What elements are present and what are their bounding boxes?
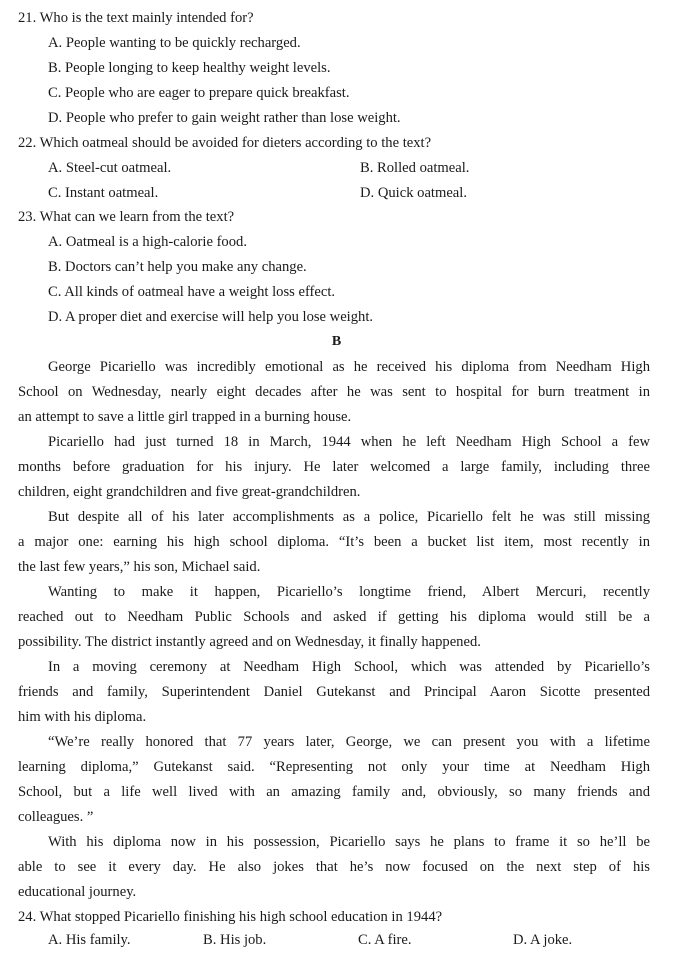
question-24-option-a: A. His family. [48, 932, 131, 948]
section-label: B [331, 334, 342, 349]
passage-line: In a moving ceremony at Needham High School, which was attended by Picariello’s [48, 659, 650, 675]
question-23-stem: 23. What can we learn from the text? [18, 209, 235, 225]
question-23-option-c: C. All kinds of oatmeal have a weight loss effect. [48, 284, 336, 300]
passage-line: “We’re really honored that 77 years later, George, we can present you with a lifetime [48, 734, 650, 750]
passage-line: Picariello had just turned 18 in March, 1944 when he left Needham High School a few [48, 434, 650, 450]
passage-line: With his diploma now in his possession, Picariello says he plans to frame it so he’ll be [48, 834, 650, 850]
question-24-option-d: D. A joke. [513, 932, 573, 948]
passage-line: Wanting to make it happen, Picariello’s longtime friend, Albert Mercuri, recently [48, 584, 650, 600]
passage-line: colleagues. ” [18, 809, 94, 825]
passage-line: able to see it every day. He also jokes that he’s now focused on the next step of his [18, 859, 650, 875]
passage-line: But despite all of his later accomplishments as a police, Picariello felt he was still missing [48, 509, 650, 525]
passage-line: him with his diploma. [18, 709, 147, 725]
passage-line: months before graduation for his injury. He later welcomed a large family, including three [18, 459, 650, 475]
question-22-option-b: B. Rolled oatmeal. [360, 160, 470, 176]
passage-line: children, eight grandchildren and five great-grandchildren. [18, 484, 361, 500]
question-21-option-c: C. People who are eager to prepare quick breakfast. [48, 85, 350, 101]
question-23-option-b: B. Doctors can’t help you make any change. [48, 259, 307, 275]
question-21-option-d: D. People who prefer to gain weight rather than lose weight. [48, 110, 401, 126]
question-21-option-b: B. People longing to keep healthy weight levels. [48, 60, 331, 76]
passage-line: reached out to Needham Public Schools and asked if getting his diploma would still be a [18, 609, 650, 625]
passage-line: School on Wednesday, nearly eight decades after he was sent to hospital for burn treatment in [18, 384, 650, 400]
passage-line: a major one: earning his high school diploma. “It’s been a bucket list item, most recently in [18, 534, 650, 550]
question-21-option-a: A. People wanting to be quickly recharged. [48, 35, 301, 51]
question-24-option-c: C. A fire. [358, 932, 412, 948]
passage-line: friends and family, Superintendent Daniel Gutekanst and Principal Aaron Sicotte presented [18, 684, 650, 700]
question-22-option-d: D. Quick oatmeal. [360, 185, 467, 201]
passage-line: possibility. The district instantly agreed and on Wednesday, it finally happened. [18, 634, 481, 650]
question-22-stem: 22. Which oatmeal should be avoided for dieters according to the text? [18, 135, 432, 151]
passage-line: George Picariello was incredibly emotional as he received his diploma from Needham High [48, 359, 650, 375]
question-24-option-b: B. His job. [203, 932, 267, 948]
passage-line: School, but a life well lived with an amazing family and, obviously, so many friends and [18, 784, 650, 800]
passage-line: educational journey. [18, 884, 137, 900]
question-21-stem: 21. Who is the text mainly intended for? [18, 10, 254, 26]
question-23-option-a: A. Oatmeal is a high-calorie food. [48, 234, 247, 250]
passage-line: the last few years,” his son, Michael said. [18, 559, 261, 575]
passage-line: an attempt to save a little girl trapped in a burning house. [18, 409, 352, 425]
passage-line: learning diploma,” Gutekanst said. “Representing not only your time at Needham High [18, 759, 650, 775]
question-23-option-d: D. A proper diet and exercise will help you lose weight. [48, 309, 374, 325]
question-24-stem: 24. What stopped Picariello finishing his high school education in 1944? [18, 909, 443, 925]
question-22-option-c: C. Instant oatmeal. [48, 185, 159, 201]
question-22-option-a: A. Steel-cut oatmeal. [48, 160, 172, 176]
